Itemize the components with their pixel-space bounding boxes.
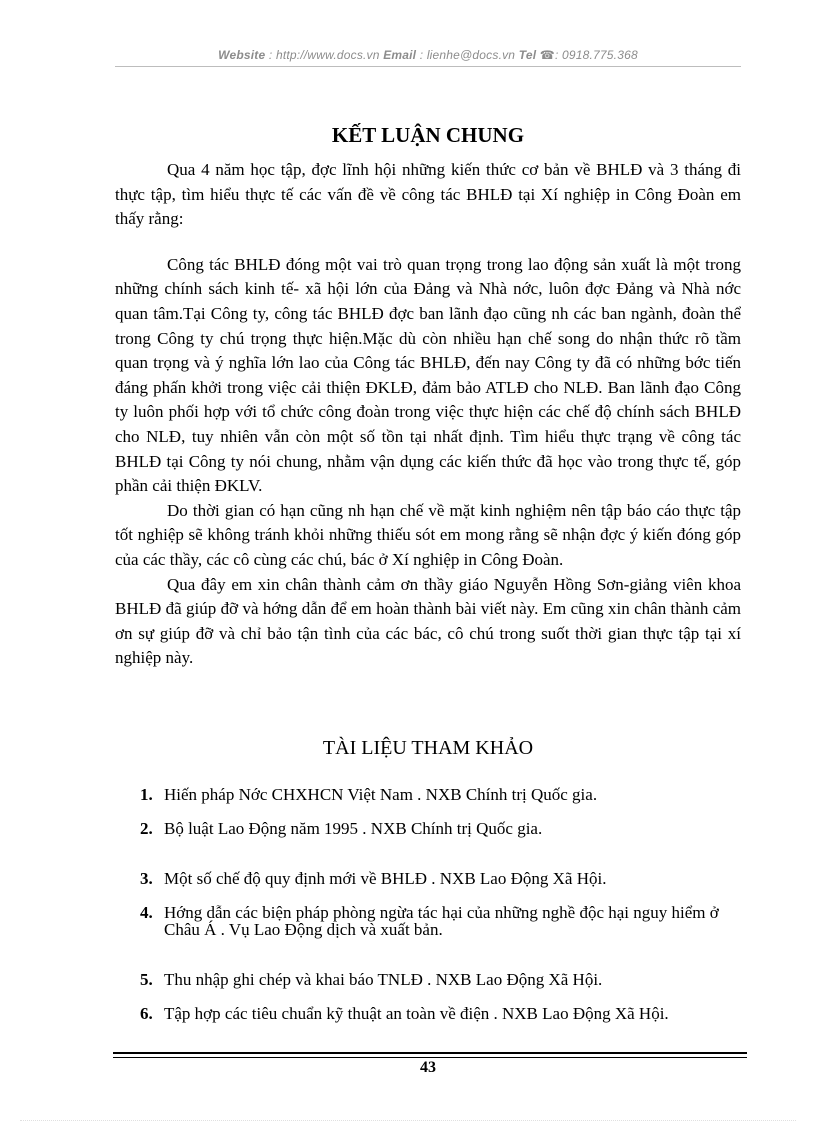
footer-divider	[113, 1052, 747, 1054]
reference-number: 1.	[140, 785, 153, 804]
reference-item	[140, 786, 740, 803]
website-label: Website	[218, 48, 266, 62]
reference-item	[140, 870, 740, 887]
bottom-dotted-line	[20, 1120, 796, 1121]
paragraph-thanks: Qua đây em xin chân thành cảm ơn thầy giáo Nguyễn Hồng Sơn-giảng viên khoa BHLĐ đã giúp đỡ và hớng dẫn để em hoàn thành bài viết này. Em cũng xin chân thành cảm ơn sự giúp đỡ và chỉ bảo tận tình của các bác, cô chú trong suốt thời gian thực tập tại xí nghiệp này.	[115, 574, 741, 668]
email-label: Email	[383, 48, 417, 62]
reference-number: 3.	[140, 869, 153, 888]
reference-text: Hiến pháp Nớc CHXHCN Việt Nam . NXB Chính trị Quốc gia.	[164, 785, 598, 804]
tel-value: : 0918.775.368	[554, 48, 638, 62]
reference-text: Thu nhập ghi chép và khai báo TNLĐ . NXB Lao Động Xã Hội.	[164, 970, 603, 989]
website-value: : http://www.docs.vn	[268, 48, 380, 62]
header-divider	[115, 66, 741, 67]
page-number: 43	[420, 1059, 436, 1076]
page-title: KẾT LUẬN CHUNG	[331, 123, 525, 147]
reference-item	[140, 1005, 740, 1022]
phone-icon: ☎	[539, 48, 555, 62]
references-title: TÀI LIỆU THAM KHẢO	[322, 737, 534, 759]
reference-number: 5.	[140, 970, 153, 989]
paragraph-main: Công tác BHLĐ đóng một vai trò quan trọng trong lao động sản xuất là một trong những chính sách kinh tế- xã hội lớn của Đảng và Nhà nớc, luôn đợc Đảng và Nhà nớc quan tâm.Tại Công ty, công tác BHLĐ đợc ban lãnh đạo cũng nh các ban ngành, đoàn thể trong Công ty chú trọng thực hiện.Mặc dù còn nhiều hạn chế song do nhận thức rõ tầm quan trọng và ý nghĩa lớn lao của Công tác BHLĐ, đến nay Công ty đã có những bớc tiến đáng phấn khởi trong việc cải thiện ĐKLĐ, đảm bảo ATLĐ cho NLĐ. Ban lãnh đạo Công ty luôn phối hợp với tổ chức công đoàn trong việc thực hiện các chế độ chính sách BHLĐ cho NLĐ, tuy nhiên vẫn còn một số tồn tại nhất định. Tìm hiểu thực trạng về công tác BHLĐ tại Công ty nói chung, nhằm vận dụng các kiến thức đã học vào trong thực tế, góp phần cải thiện ĐKLV.	[115, 254, 741, 496]
reference-text: Tập hợp các tiêu chuẩn kỹ thuật an toàn về điện . NXB Lao Động Xã Hội.	[164, 1004, 669, 1023]
reference-item	[140, 971, 740, 988]
reference-text: Một số chế độ quy định mới về BHLĐ . NXB Lao Động Xã Hội.	[164, 869, 607, 888]
paragraph-intro: Qua 4 năm học tập, đợc lĩnh hội những kiến thức cơ bản về BHLĐ và 3 tháng đi thực tập, tìm hiểu thực tế các vấn đề về công tác BHLĐ tại Xí nghiệp in Công Đoàn em thấy rằng:	[115, 160, 741, 229]
reference-item	[140, 820, 740, 837]
tel-label: Tel	[518, 48, 537, 62]
reference-text: Bộ luật Lao Động năm 1995 . NXB Chính trị Quốc gia.	[164, 819, 543, 838]
reference-item	[140, 904, 740, 938]
reference-number: 2.	[140, 819, 153, 838]
page-header	[115, 48, 741, 62]
paragraph-limitations: Do thời gian có hạn cũng nh hạn chế về mặt kinh nghiệm nên tập báo cáo thực tập tốt nghiệp sẽ không tránh khỏi những thiếu sót em mong rằng sẽ nhận đợc ý kiến đóng góp của các thầy, các cô cùng các chú, bác ở Xí nghiệp in Công Đoàn.	[115, 500, 741, 569]
reference-number: 4.	[140, 903, 153, 922]
reference-text: Hớng dẫn các biện pháp phòng ngừa tác hại của những nghề độc hại nguy hiểm ở Châu Á . Vụ Lao Động dịch và xuất bản.	[164, 903, 719, 939]
email-value: : lienhe@docs.vn	[419, 48, 516, 62]
reference-number: 6.	[140, 1004, 153, 1023]
footer-divider-thin	[113, 1057, 747, 1058]
conclusion-body	[115, 158, 741, 671]
